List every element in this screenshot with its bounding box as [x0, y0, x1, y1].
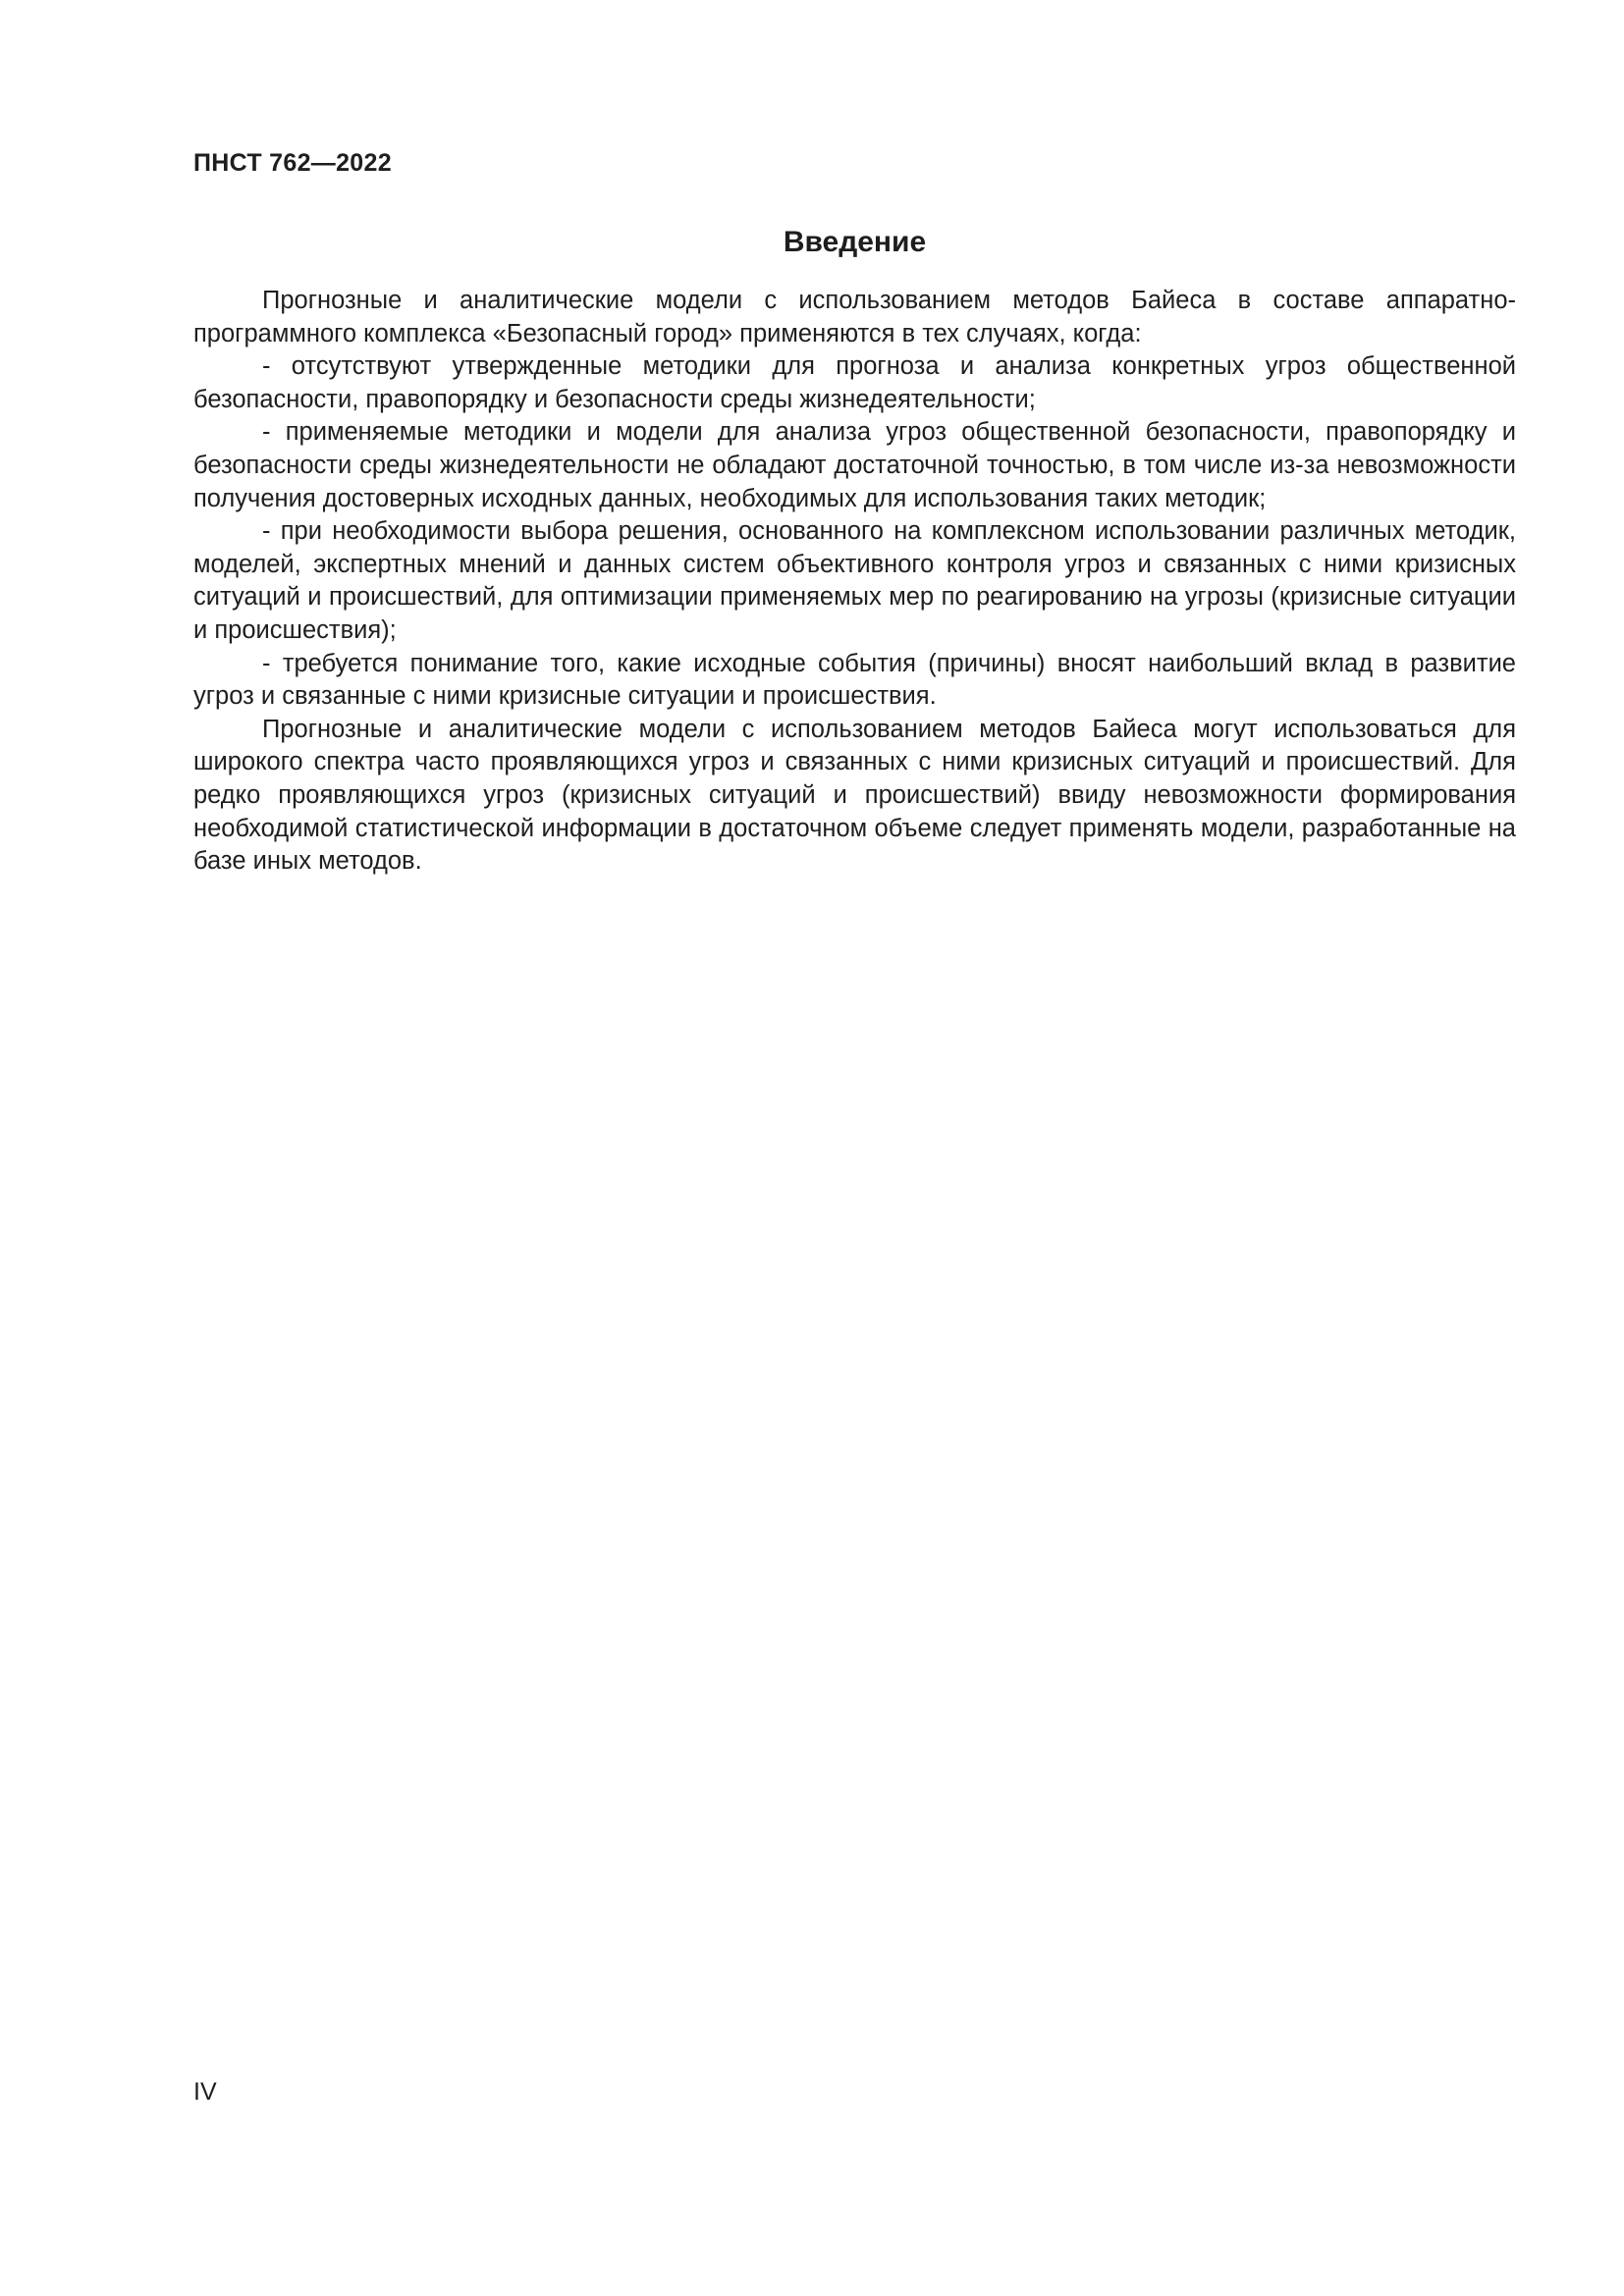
list-item: - применяемые методики и модели для анализа угроз общественной безопасности, правопорядку и безопасности среды жизнедеятельности не обладают достаточной точностью, в том числе из-за невозможности получения достоверных исходных данных, необходимых для использования таких методик; [193, 418, 1516, 512]
section-title: Введение [783, 226, 927, 258]
list-item: - требуется понимание того, какие исходные события (причины) вносят наибольший вклад в развитие угроз и связанные с ними кризисные ситуации и происшествия. [193, 649, 1516, 711]
paragraph-intro: Прогнозные и аналитические модели с использованием методов Байеса в составе аппаратно-программного комплекса «Безопасный город» применяются в тех случаях, когда: [193, 287, 1516, 347]
paragraph-conclusion: Прогнозные и аналитические модели с использованием методов Байеса могут использоваться для широкого спектра часто проявляющихся угроз и связанных с ними кризисных ситуаций и происшествий. Для редко проявляющихся угроз (кризисных ситуаций и происшествий) ввиду невозможности формирования необходимой статистической информации в достаточном объеме следует применять модели, разработанные на базе иных методов. [193, 715, 1516, 876]
page-number: IV [193, 2078, 217, 2106]
document-code: ПНСТ 762—2022 [193, 149, 392, 177]
list-item: - отсутствуют утвержденные методики для прогноза и анализа конкретных угроз общественной безопасности, правопорядку и безопасности среды жизнедеятельности; [193, 352, 1516, 413]
list-item: - при необходимости выбора решения, основанного на комплексном использовании различных методик, моделей, экспертных мнений и данных систем объективного контроля угроз и связанных с ними кризисных ситуаций и происшествий, для оптимизации применяемых мер по реагированию на угрозы (кризисные ситуации и происшествия); [193, 517, 1516, 644]
body-text [193, 285, 1516, 879]
